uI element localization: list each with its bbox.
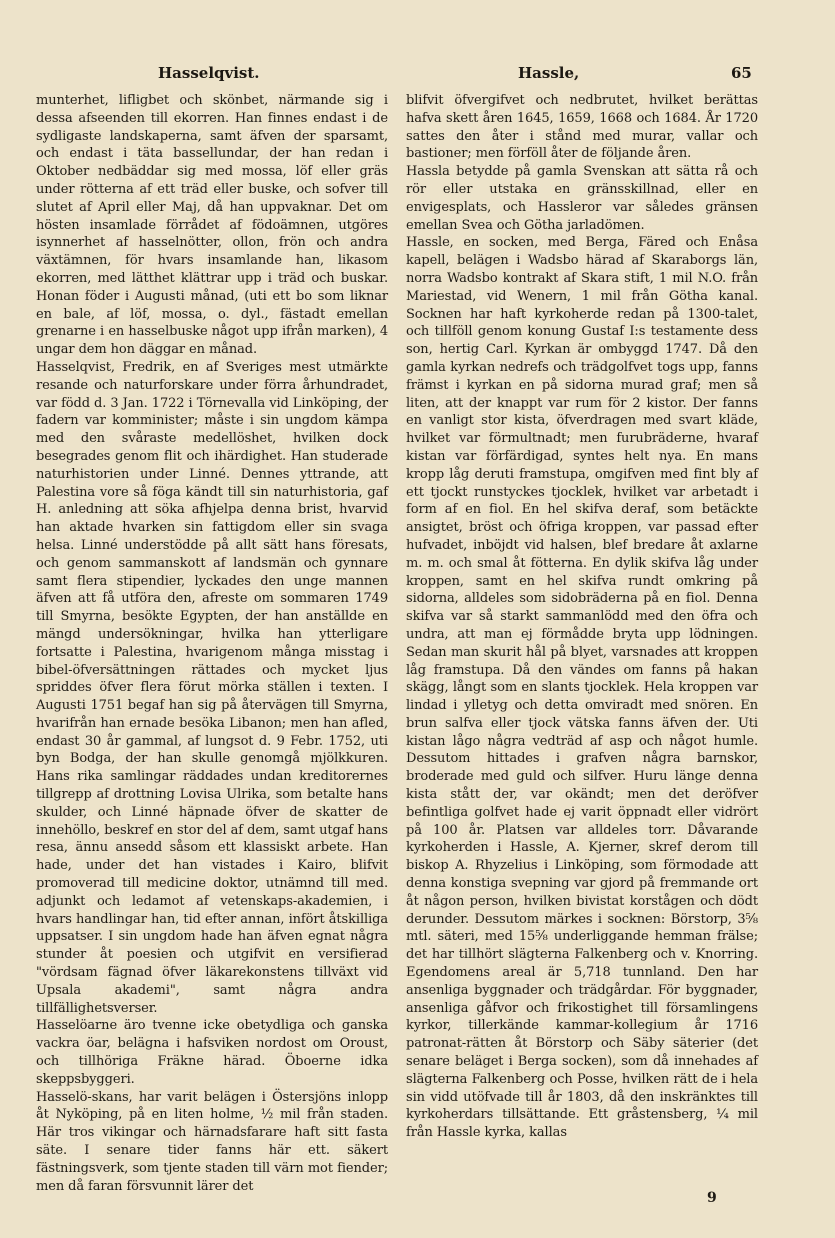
signature-mark: 9 (707, 1190, 717, 1206)
entry-hasselo-skans-continued: blifvit öfvergifvet och nedbrutet, hvilket berättas hafva skett åren 1645, 1659, 1668 och 1684. År 1720 sattes den åter i stånd med murar, vallar och bastioner; men förföll åter de följande åren. (406, 93, 758, 162)
entry-hassla: Hassla betydde på gamla Svenskan att sätta rå och rör eller utstaka en gränsskillnad, eller en envigesplats, och Hassleror var således gränsen emellan Svea och Götha jarladömen. (406, 164, 758, 233)
center-running-head: Hassle, (518, 64, 580, 82)
right-column (406, 92, 758, 1142)
entry-hasselo-skans: Hasselö-skans, har varit belägen i Östersjöns inlopp åt Nyköping, på en liten holme, ½ mil från staden. Här tros vikingar och härnadsfarare haft sitt fasta säte. I senare tider fanns här ett. säkert fästningsverk, som tjente staden till värn mot fiender; men då faran försvunnit lärer det (36, 1089, 388, 1194)
left-running-head: Hasselqvist. (158, 64, 260, 82)
entry-hassle: Hassle, en socken, med Berga, Färed och Enåsa kapell, belägen i Wadsbo härad af Skaraborgs län, norra Wadsbo kontrakt af Skara stift, 1 mil N.O. från Mariestad, vid Wenern, 1 mil från Götha kanal. Socknen har haft kyrkoherde redan på 1300-talet, och tillföll genom konung Gustaf I:s testamente dess son, hertig Carl. Kyrkan är ombyggd 1747. Då den gamla kyrkan nedrefs och trädgolfvet togs upp, fanns främst i kyrkan en på sidorna murad graf; men så liten, att der knappt var rum för 2 kistor. Der fanns en vanligt stor kista, öfverdragen med svart kläde, hvilket var förmultnadt; men furubräderne, hvaraf kistan var förfärdigad, syntes helt nya. En mans kropp låg deruti framstupa, omgifven med fint bly af ett tjockt runstyckes tjocklek, hvilket var arbetadt i form af en fiol. En hel skifva deraf, som betäckte ansigtet, bröst och öfriga kroppen, var passad efter hufvadet, inböjdt vid halsen, blef bredare åt axlarne m. m. och smal åt fötterna. En dylik skifva låg under kroppen, samt en hel skifva rundt omkring på sidorna, alldeles som sidobräderna på en fiol. Denna skifva var så starkt sammanlödd med den öfra och undra, att man ej förmådde bryta upp lödningen. Sedan man skurit hål på blyet, varsnades att kroppen låg framstupa. Då den vändes om fanns på hakan skägg, långt som en slants tjocklek. Hela kroppen var lindad i ylletyg och detta omviradt med snören. En brun salfva eller tjock vätska fanns äfven der. Uti kistan lågo några vedträd af asp och något humle. Dessutom hittades i grafven några barnskor, broderade med guld och silfver. Huru länge denna kista stått der, var okändt; men det deröfver befintliga golfvet hade ej varit öppnadt eller vidrört på 100 år. Platsen var alldeles torr. Dåvarande kyrkoherden i Hassle, A. Kjerner, skref derom till biskop A. Rhyzelius i Linköping, som förmodade att denna konstiga svepning var gjord på fremmande ort åt någon person, hvilken bivistat korstågen och dödt derunder. Dessutom märkes i socknen: Börstorp, 3⅝ mtl. säteri, med 15⅝ underliggande hemman frälse; det har tillhört slägterna Falkenberg och v. Knorring. Egendomens areal är 5,718 tunnland. Den har ansenliga byggnader och trädgårdar. För byggnader, ansenliga gåfvor och frikostighet till församlingens kyrkor, tillerkände kammar-kollegium år 1716 patronat-rätten åt Börstorp och Säby säterier (det senare beläget i Berga socken), som då innehades af slägterna Falkenberg och Posse, hvilken rätt de i hela sin vidd utöfvade till år 1803, då den inskränktes till kyrkoherdars tillsättande. Ett gråstensberg, ¼ mil från Hassle kyrka, kallas (406, 235, 758, 1141)
page-number: 65 (731, 64, 752, 82)
entry-hasseloarne: Hasselöarne äro tvenne icke obetydliga och ganska vackra öar, belägna i hafsviken nordost om Oroust, och tillhöriga Fräkne härad. Öboerne idka skeppsbyggeri. (36, 1018, 388, 1087)
entry-hasselqvist: Hasselqvist, Fredrik, en af Sveriges mest utmärkte resande och naturforskare under förra århundradet, var född d. 3 Jan. 1722 i Törnevalla vid Linköping, der fadern var komminister; måste i sin ungdom kämpa med den svåraste medellöshet, hvilken dock besegrades genom flit och ihärdighet. Han studerade naturhistorien under Linné. Dennes yttrande, att Palestina vore så föga kändt till sin naturhistoria, gaf H. anledning att söka afhjelpa denna brist, hvarvid han aktade hvarken sin fattigdom eller sin svaga helsa. Linné understödde på allt sätt hans föresats, och genom sammanskott af landsmän och gynnare samt flera stipendier, lyckades den unge mannen äfven att få utföra den, afreste om sommaren 1749 till Smyrna, besökte Egypten, der han anställde en mängd undersökningar, hvilka han ytterligare fortsatte i Palestina, hvarigenom många misstag i bibel-öfversättningen rättades och mycket ljus spriddes öfver flera förut mörka ställen i texten. I Augusti 1751 begaf han sig på återvägen till Smyrna, hvarifrån han ernade besöka Libanon; men han afled, endast 30 år gammal, af lungsot d. 9 Febr. 1752, uti byn Bodga, der han skulle genomgå mjölkkuren. Hans rika samlingar räddades undan kreditorernes tillgrepp af drottning Lovisa Ulrika, som betalte hans skulder, och Linné häpnade öfver de skatter de innehöllo, beskref en stor del af dem, samt utgaf hans resa, ännu ansedd såsom ett klassiskt arbete. Han hade, under det han vistades i Kairo, blifvit promoverad till medicine doktor, utnämnd till med. adjunkt och ledamot af vetenskaps-akademien, i hvars handlingar han, tid efter annan, infört åtskilliga uppsatser. I sin ungdom hade han äfven egnat några stunder åt poesien och utgifvit en versifierad "vördsam fägnad öfver läkarekonstens tillväxt vid Upsala akademi", samt några andra tillfällighetsverser. (36, 359, 388, 1016)
left-column (36, 92, 388, 1195)
entry-hasselmus-continued: munterhet, lifligbet och skönbet, närmande sig i dessa afseenden till ekorren. Han finnes endast i de sydligaste landskaperna, samt äfven der sparsamt, och endast i täta bassellundar, der han redan i Oktober nedbäddar sig med mossa, löf eller gräs under rötterna af ett träd eller buske, och sofver till slutet af April eller Maj, då han uppvaknar. Det om hösten insamlade förrådet af födoämnen, utgöres isynnerhet af hasselnötter, ollon, frön och andra växtämnen, för hvars insamlande han, likasom ekorren, med lätthet klättrar upp i träd och buskar. Honan föder i Augusti månad, (uti ett bo som liknar en bale, af löf, mossa, o. dyl., fästadt emellan grenarne i en hasselbuske något upp ifrån marken), 4 ungar dem hon däggar en månad. (36, 93, 388, 358)
